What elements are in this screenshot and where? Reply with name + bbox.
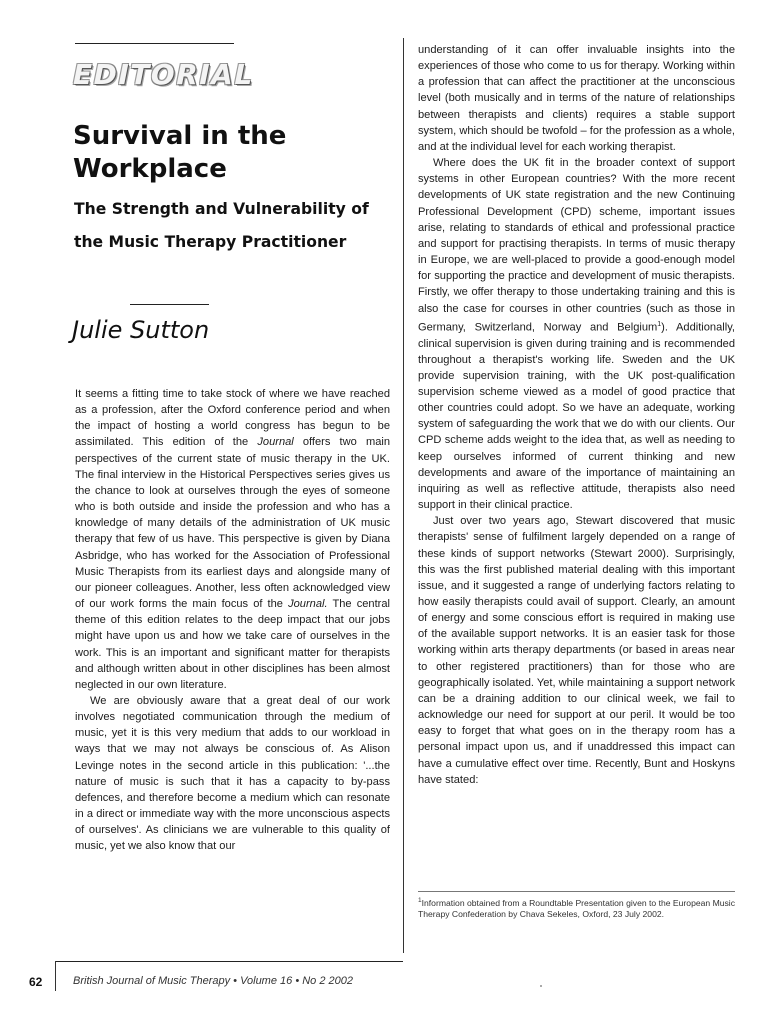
author-name: Julie Sutton — [72, 316, 210, 344]
journal-reference: Journal. — [288, 598, 328, 611]
footnote: $^1$Information obtained from a Roundtable Presentation given to the European Music Therapy Confederation by Chava Sekeles, Oxford, 23 July 2002. — [418, 897, 736, 920]
journal-info: British Journal of Music Therapy • Volume 16 • No 2 2002 — [73, 975, 353, 987]
paragraph: It seems a fitting time to take stock of where we have reached as a profession, after the Oxford conference period and when the impact of hosting a world congress has begun to be assimilated. This edition of the Journal offers two main perspectives of the current state of music therapy in the UK. The final interview in the Historical Perspectives series gives us the chance to look at ourselves through the eyes of someone who is both outside and inside the profession and who has a knowledge of many details of the administration of UK music therapy that few of us have. This perspective is given by Diana Asbridge, who has worked for the Association of Professional Music Therapists from its earliest days and alongside many of our pioneer colleagues. Another, less often acknowledged view of our work forms the main focus of the Journal. The central theme of this edition relates to the deep impact that our jobs might have upon us and how we take care of ourselves in the work. This is an important and significant matter for therapists and although written about in other disciplines has been almost neglected in our own literature. — [75, 388, 390, 691]
top-rule — [75, 43, 234, 44]
footnote-marker: 1 — [657, 320, 662, 328]
column-divider — [403, 38, 404, 953]
footnote-rule — [418, 891, 735, 892]
paragraph: Where does the UK fit in the broader context of support systems in other European countries? With the more recent developments of UK state registration and the new Continuing Professional Development (CPD) scheme, important issues arise, relating to standards of ethical and professional practice and support for practising therapists. In terms of music therapy in Europe, we are well-placed to provide a good-enough model for supporting the practice and development of music therapists. Firstly, we offer therapy to those undertaking training and this is also the case for courses in other countries (such as those in Germany, Switzerland, Norway and Belgium$^1$). Additionally, clinical supervision is given during training and is recommended throughout a therapist's working life. Sweden and the UK provide supervision training, with the UK post-qualification supervision scheme viewed as a model of good practice that other countries could adopt. So we have an adequate, working system of safeguarding the work that we do with our clients. Our CPD scheme adds weight to the idea that, as well as needing to keep ourselves informed of current thinking and new developments and aware of the importance of maintaining an inquiring as well as reflective attitude, therapists also need support in their clinical practice. — [418, 157, 736, 512]
section-label: EDITORIAL — [73, 58, 254, 91]
scan-dot — [540, 985, 542, 987]
title-divider — [130, 304, 209, 305]
article-title: Survival in the Workplace — [73, 121, 287, 184]
footer-tick — [55, 961, 56, 991]
paragraph: understanding of it can offer invaluable insights into the experiences of those who come to us for therapy. Working within a profession that can affect the practitioner at the unconscious level (both musically and in terms of the nature of relationships between therapists and clients) requires a stable support system, which should be twofold – for the profession as a whole, and at the individual level for each working therapist. — [418, 44, 735, 153]
left-column — [75, 386, 390, 855]
footer-rule — [55, 961, 403, 962]
page-number: 62 — [29, 975, 43, 989]
paragraph: We are obviously aware that a great deal of our work involves negotiated communication through the medium of music, yet it is this very medium that adds to our workload in ways that we may not always be conscious of. As Alison Levinge notes in the second article in this publication: '...the nature of music is such that it has a capacity to by-pass defences, and therefore become a medium which can resonate in a direct or immediate way with the more unconscious aspects of ourselves'. As clinicians we are vulnerable to this quality of music, yet we also know that our — [75, 694, 390, 853]
right-column — [418, 42, 735, 788]
journal-reference: Journal — [257, 436, 294, 449]
paragraph: Just over two years ago, Stewart discovered that music therapists' sense of fulfilment largely depended on a range of these kinds of support networks (Stewart 2000). Surprisingly, this was the first published material dealing with this important issue, and it suggested a range of underlying factors relating to how easily therapists could avail of support. Clearly, an amount of energy and some conscious effort is required in making use of the available support networks. It is an easier task for those working within arts therapy departments (or based in areas near to other registered practitioners) than for those who are geographically isolated. Yet, while maintaining a support network can be a draining addition to our clinical week, we fail to acknowledge our need for support at our peril. It would be too easy to forget that what goes on in the therapy room has a personal impact upon us, and if unaddressed this impact can have a cumulative effect over time. Recently, Bunt and Hoskyns have stated: — [418, 515, 735, 786]
article-subtitle: The Strength and Vulnerability of the Music Therapy Practitioner — [74, 200, 369, 251]
